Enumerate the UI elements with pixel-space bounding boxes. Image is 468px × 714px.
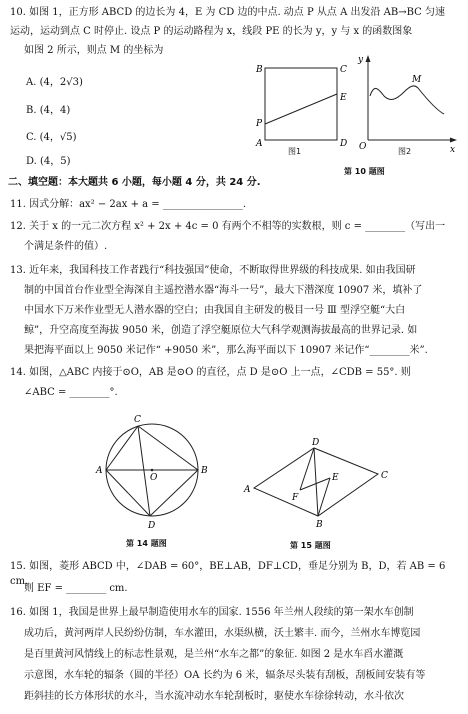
- q14-line2: ∠ABC = ________°.: [24, 387, 118, 398]
- q12-line2: 个满足条件的值）.: [24, 241, 108, 252]
- q10-option-d: D. (4，5): [26, 156, 71, 167]
- q10-figure-title: 第 10 题图: [344, 167, 385, 176]
- q15-line1: 15. 如图，菱形 ABCD 中，∠DAB = 60°，BE⊥AB，DF⊥CD，垂足分别为 B，D，若 AB = 6 cm，: [10, 561, 446, 587]
- label-d: D: [340, 139, 348, 149]
- label-m: M: [412, 75, 422, 85]
- q10-line3: 如图 2 所示，则点 M 的坐标为: [24, 45, 164, 56]
- label-o: O: [150, 473, 158, 483]
- label-x: x: [450, 145, 456, 155]
- label-a: A: [256, 139, 263, 149]
- q10-option-b: B. (4，4): [26, 105, 71, 116]
- q13-line2: 制的中国首台作业型全海深自主遥控潜水器“海斗一号”，最大下潜深度 10907 米，填补了: [24, 285, 423, 296]
- label-p: P: [256, 119, 263, 129]
- q10-option-a: A. (4，2√3): [26, 77, 83, 88]
- label-b: B: [201, 466, 208, 476]
- label-d: D: [312, 438, 320, 448]
- q16-line1: 16. 如图 1，我国是世界上最早制造使用水车的国家. 1556 年兰州人段续的第一架水车创制: [10, 607, 414, 618]
- label-a: A: [96, 466, 103, 476]
- q16-line5: 距斜挂的长方体形状的水斗，当水流冲动水车轮刮板时，驱使水车徐徐转动，水斗依次: [24, 691, 404, 702]
- q13-line5: 果把海平面以上 9050 米记作“ +9050 米”，那么海平面以下 10907 米记作“________米”.: [24, 345, 428, 356]
- function-curve: [370, 86, 444, 114]
- label-c: C: [381, 471, 388, 481]
- fig15-caption: 第 15 题图: [290, 541, 331, 550]
- q15-line2: 则 EF = ________ cm.: [24, 583, 128, 594]
- label-d: D: [148, 521, 156, 530]
- figure-15: [242, 438, 392, 528]
- q16-line3: 是百里黄河风情线上的标志性景观，是兰州“水车之都”的象征. 如图 2 是水车舀水灌溉: [24, 649, 404, 660]
- q13-line1: 13. 近年来，我国科技工作者践行“科技强国”使命，不断取得世界级的科技成果. 如由我国研: [10, 265, 416, 276]
- label-o: O: [359, 142, 367, 152]
- q13-line4: 鲸”，升空高度至海拔 9050 米，创造了浮空艇原位大气科学观测海拔最高的世界记录. 如: [24, 325, 418, 336]
- label-e: E: [332, 473, 339, 483]
- q10-line2: 运动，运动到点 C 时停止. 设点 P 的运动路程为 x，线段 PE 的长为 y，y 与 x 的函数图象: [10, 26, 413, 37]
- q16-line4: 示意图，水车轮的辐条（圆的半径）OA 长约为 6 米，辐条尽头装有刮板，刮板间安装有等: [24, 670, 426, 681]
- label-c: C: [134, 415, 141, 425]
- section-fill-in-title: 二、填空题：本大题共 6 小题，每小题 4 分，共 24 分.: [8, 177, 261, 188]
- label-f: F: [292, 493, 299, 503]
- q12-line1: 12. 关于 x 的一元二次方程 x² + 2x + 4c = 0 有两个不相等的实数根，则 c = ________（写出一: [10, 221, 446, 232]
- label-a: A: [244, 485, 251, 495]
- figure-14: [92, 412, 212, 530]
- q14-line1: 14. 如图，△ABC 内接于⊙O，AB 是⊙O 的直径，点 D 是⊙O 上一点，∠CDB = 55°. 则: [10, 367, 411, 378]
- q13-line3: 中国水下万米作业型无人潜水器的空白；由我国自主研发的极目一号 Ⅲ 型浮空艇“大白: [24, 305, 406, 316]
- square-abcd: [265, 68, 337, 140]
- fig1-caption: 图1: [288, 147, 302, 156]
- q10-option-c: C. (4，√5): [26, 132, 77, 143]
- label-c: C: [340, 65, 347, 75]
- label-y: y: [358, 55, 364, 65]
- fig2-caption: 图2: [398, 147, 412, 156]
- label-b: B: [256, 65, 263, 75]
- q10-line1: 10. 如图 1，正方形 ABCD 的边长为 4，E 为 CD 边的中点. 动点 P 从点 A 出发沿 AB→BC 匀速: [10, 7, 445, 18]
- label-b: B: [316, 520, 323, 528]
- fig14-caption: 第 14 题图: [126, 539, 167, 548]
- segment-pe: [265, 94, 337, 124]
- label-e: E: [340, 93, 347, 103]
- q10-figure-2: [356, 52, 460, 158]
- q10-figure-1: [250, 58, 350, 158]
- q16-line2: 成功后，黄河两岸人民纷纷仿制，车水灌田，水渠纵横，沃土繁丰. 而今，兰州水车博览园: [24, 628, 421, 639]
- q11: 11. 因式分解：ax² − 2ax + a = ________________.: [10, 199, 247, 210]
